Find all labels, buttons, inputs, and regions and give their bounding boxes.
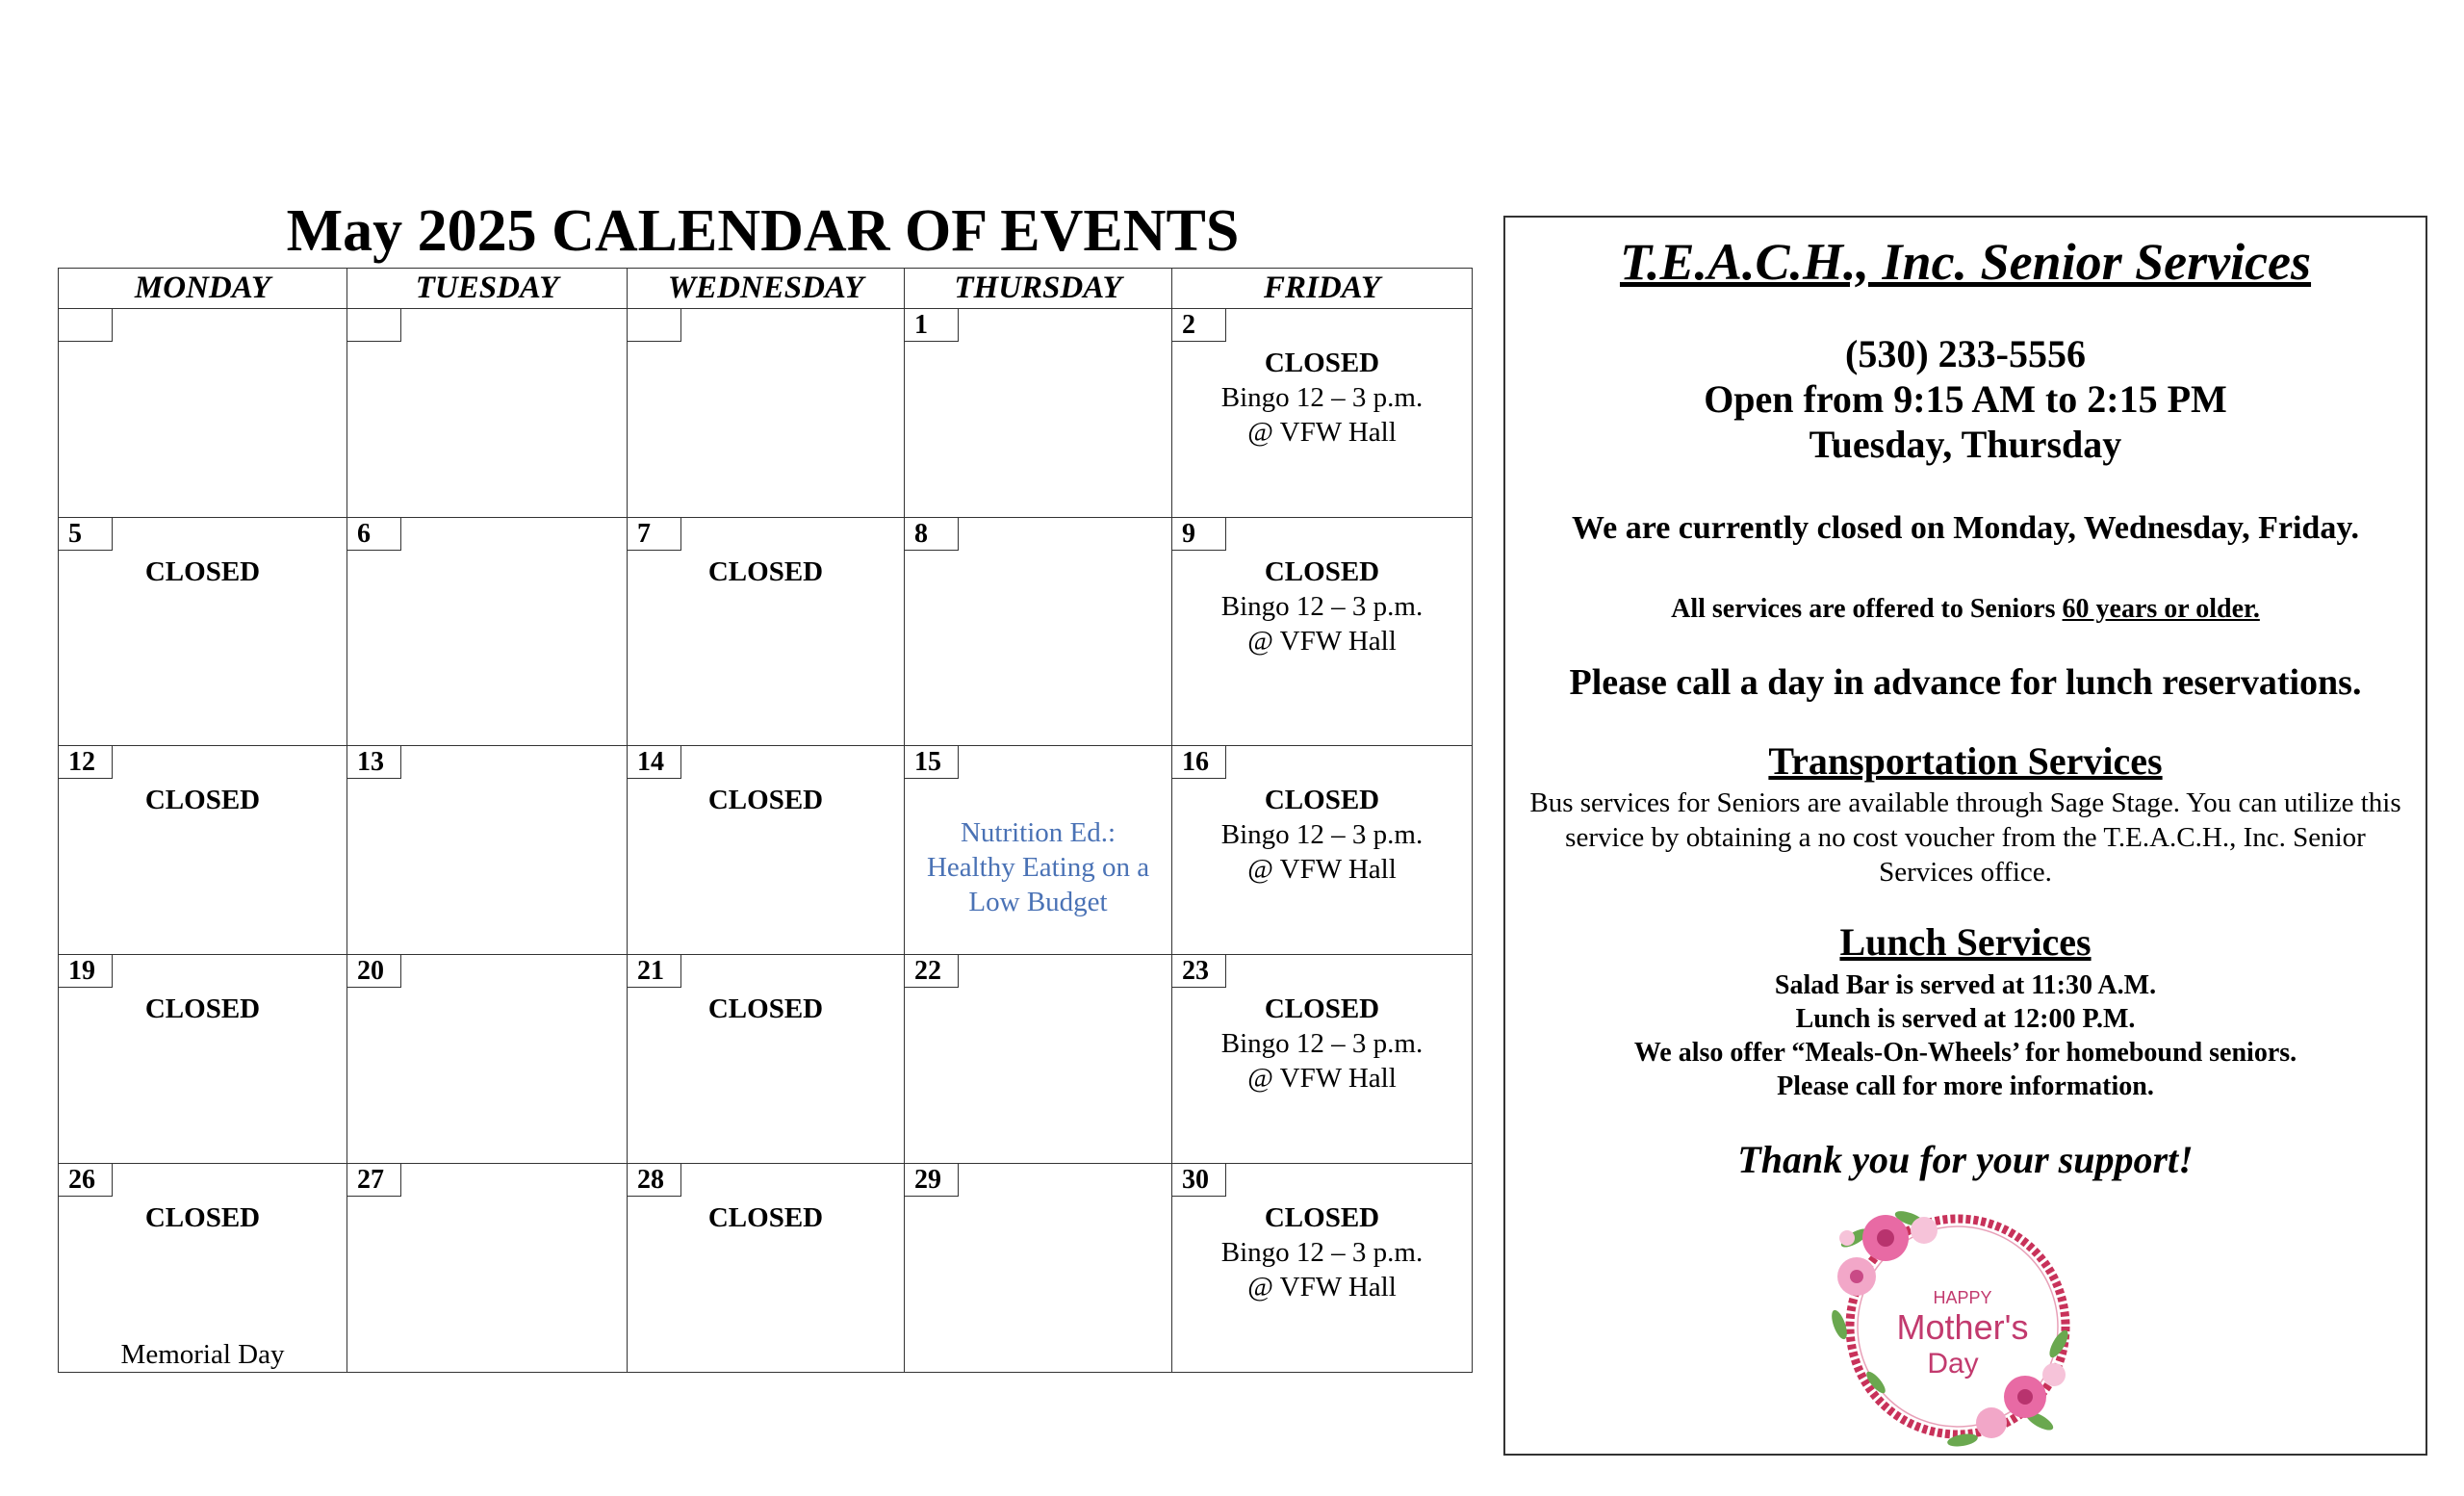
transport-body: Bus services for Seniors are available through Sage Stage. You can utilize this service by obtaining a no cost voucher from the T.E.A.C.H., Inc. Senior Services office. — [1529, 787, 2401, 888]
weekday-tuesday: TUESDAY — [347, 269, 628, 309]
contact-block — [1505, 331, 2426, 467]
closed-label: CLOSED — [144, 785, 261, 815]
event-line: @ VFW Hall — [1247, 417, 1397, 448]
day-number: 21 — [628, 955, 681, 988]
day-cell-friday — [1172, 518, 1473, 746]
holiday-label: Memorial Day — [120, 1339, 285, 1370]
day-number: 12 — [59, 746, 113, 779]
closed-label: CLOSED — [1264, 785, 1380, 815]
calendar-week-row — [59, 1164, 1473, 1373]
transport-heading: Transportation Services — [1768, 739, 2163, 783]
weekday-friday: FRIDAY — [1172, 269, 1473, 309]
day-number: 19 — [59, 955, 113, 988]
day-number: 16 — [1172, 746, 1226, 779]
closed-label: CLOSED — [144, 1202, 261, 1233]
day-cell-friday — [1172, 309, 1473, 518]
advance-notice: Please call a day in advance for lunch reservations. — [1569, 662, 2362, 703]
day-number: 2 — [1172, 309, 1226, 342]
day-cell-monday — [59, 518, 347, 746]
day-number: 13 — [347, 746, 401, 779]
closed-days-notice: We are currently closed on Monday, Wednesday, Friday. — [1572, 510, 2359, 546]
day-events — [628, 1200, 904, 1235]
day-number — [59, 309, 113, 342]
day-cell-friday — [1172, 1164, 1473, 1373]
day-number — [628, 309, 681, 342]
info-panel — [1503, 216, 2427, 1456]
lunch-line: Salad Bar is served at 11:30 A.M. — [1774, 970, 2157, 1000]
weekday-thursday: THURSDAY — [905, 269, 1172, 309]
event-line: Healthy Eating on a — [926, 852, 1150, 883]
lunch-body — [1505, 968, 2426, 1103]
day-cell-thursday — [905, 1164, 1172, 1373]
calendar-grid — [58, 268, 1473, 1373]
day-events — [628, 992, 904, 1026]
lunch-line: Lunch is served at 12:00 P.M. — [1795, 1004, 2136, 1034]
day-cell-monday — [59, 309, 347, 518]
day-number: 23 — [1172, 955, 1226, 988]
day-events — [628, 783, 904, 817]
weekday-monday: MONDAY — [59, 269, 347, 309]
day-cell-wednesday — [628, 309, 905, 518]
open-hours: Open from 9:15 AM to 2:15 PM — [1704, 377, 2227, 421]
closed-label: CLOSED — [707, 556, 824, 587]
day-events — [59, 1200, 346, 1235]
closed-label: CLOSED — [144, 556, 261, 587]
lunch-heading: Lunch Services — [1839, 920, 2092, 964]
day-number: 26 — [59, 1164, 113, 1197]
phone-number: (530) 233-5556 — [1845, 332, 2086, 375]
calendar-week-row — [59, 746, 1473, 955]
lunch-line: Please call for more information. — [1777, 1071, 2154, 1101]
art-day-text: Day — [1927, 1348, 1979, 1380]
day-number: 27 — [347, 1164, 401, 1197]
day-number: 15 — [905, 746, 959, 779]
day-number: 6 — [347, 518, 401, 551]
day-events — [59, 555, 346, 589]
mothers-day-wreath-image — [1818, 1199, 2097, 1455]
event-line: Low Budget — [968, 887, 1108, 917]
org-title: T.E.A.C.H., Inc. Senior Services — [1619, 233, 2312, 291]
day-number: 8 — [905, 518, 959, 551]
closed-label: CLOSED — [1264, 1202, 1380, 1233]
day-cell-thursday — [905, 518, 1172, 746]
event-line: Bingo 12 – 3 p.m. — [1220, 819, 1424, 850]
day-number: 9 — [1172, 518, 1226, 551]
closed-label: CLOSED — [707, 785, 824, 815]
weekday-header-row — [59, 269, 1473, 309]
day-events — [1172, 346, 1472, 450]
day-cell-wednesday — [628, 746, 905, 955]
day-cell-tuesday — [347, 1164, 628, 1373]
day-number: 22 — [905, 955, 959, 988]
day-number: 7 — [628, 518, 681, 551]
day-events — [1172, 783, 1472, 887]
lunch-line: We also offer “Meals-On-Wheels’ for homebound seniors. — [1633, 1038, 2297, 1068]
open-days: Tuesday, Thursday — [1809, 423, 2122, 466]
calendar-week-row — [59, 309, 1473, 518]
closed-label: CLOSED — [1264, 993, 1380, 1024]
event-line: Bingo 12 – 3 p.m. — [1220, 1028, 1424, 1059]
day-cell-tuesday — [347, 518, 628, 746]
day-number — [347, 309, 401, 342]
event-line: Bingo 12 – 3 p.m. — [1220, 1237, 1424, 1268]
calendar-week-row — [59, 955, 1473, 1164]
day-cell-wednesday — [628, 955, 905, 1164]
closed-label: CLOSED — [707, 1202, 824, 1233]
day-cell-monday — [59, 746, 347, 955]
day-number: 29 — [905, 1164, 959, 1197]
event-line: @ VFW Hall — [1247, 1272, 1397, 1303]
calendar-week-row — [59, 518, 1473, 746]
day-events — [628, 555, 904, 589]
eligibility-age: 60 years or older. — [2062, 594, 2260, 624]
event-line: Bingo 12 – 3 p.m. — [1220, 591, 1424, 622]
day-cell-tuesday — [347, 955, 628, 1164]
day-cell-friday — [1172, 746, 1473, 955]
event-line: @ VFW Hall — [1247, 854, 1397, 885]
day-cell-friday — [1172, 955, 1473, 1164]
eligibility-text: All services are offered to Seniors — [1671, 594, 2063, 624]
day-number: 5 — [59, 518, 113, 551]
day-cell-thursday — [905, 746, 1172, 955]
day-cell-thursday — [905, 955, 1172, 1164]
day-events — [1172, 555, 1472, 658]
day-cell-thursday — [905, 309, 1172, 518]
closed-label: CLOSED — [1264, 348, 1380, 378]
day-cell-monday — [59, 1164, 347, 1373]
closed-label: CLOSED — [1264, 556, 1380, 587]
event-line: Nutrition Ed.: — [960, 817, 1116, 848]
day-cell-wednesday — [628, 1164, 905, 1373]
day-events — [59, 992, 346, 1026]
event-line: Bingo 12 – 3 p.m. — [1220, 382, 1424, 413]
day-cell-tuesday — [347, 309, 628, 518]
art-mothers-text: Mother's — [1896, 1307, 2029, 1347]
day-cell-wednesday — [628, 518, 905, 746]
weekday-wednesday: WEDNESDAY — [628, 269, 905, 309]
event-line: @ VFW Hall — [1247, 626, 1397, 657]
event-line: @ VFW Hall — [1247, 1063, 1397, 1094]
day-cell-tuesday — [347, 746, 628, 955]
day-events — [1172, 992, 1472, 1096]
thank-you-message: Thank you for your support! — [1737, 1138, 2194, 1181]
calendar-title: May 2025 CALENDAR OF EVENTS — [286, 198, 1240, 264]
day-number: 30 — [1172, 1164, 1226, 1197]
day-events — [1172, 1200, 1472, 1304]
day-number: 28 — [628, 1164, 681, 1197]
day-events — [59, 783, 346, 817]
nutrition-event — [905, 815, 1171, 919]
eligibility-notice — [1505, 593, 2426, 626]
day-cell-monday — [59, 955, 347, 1164]
day-number: 14 — [628, 746, 681, 779]
day-number: 20 — [347, 955, 401, 988]
closed-label: CLOSED — [707, 993, 824, 1024]
day-number: 1 — [905, 309, 959, 342]
closed-label: CLOSED — [144, 993, 261, 1024]
art-happy-text: HAPPY — [1933, 1288, 1992, 1307]
